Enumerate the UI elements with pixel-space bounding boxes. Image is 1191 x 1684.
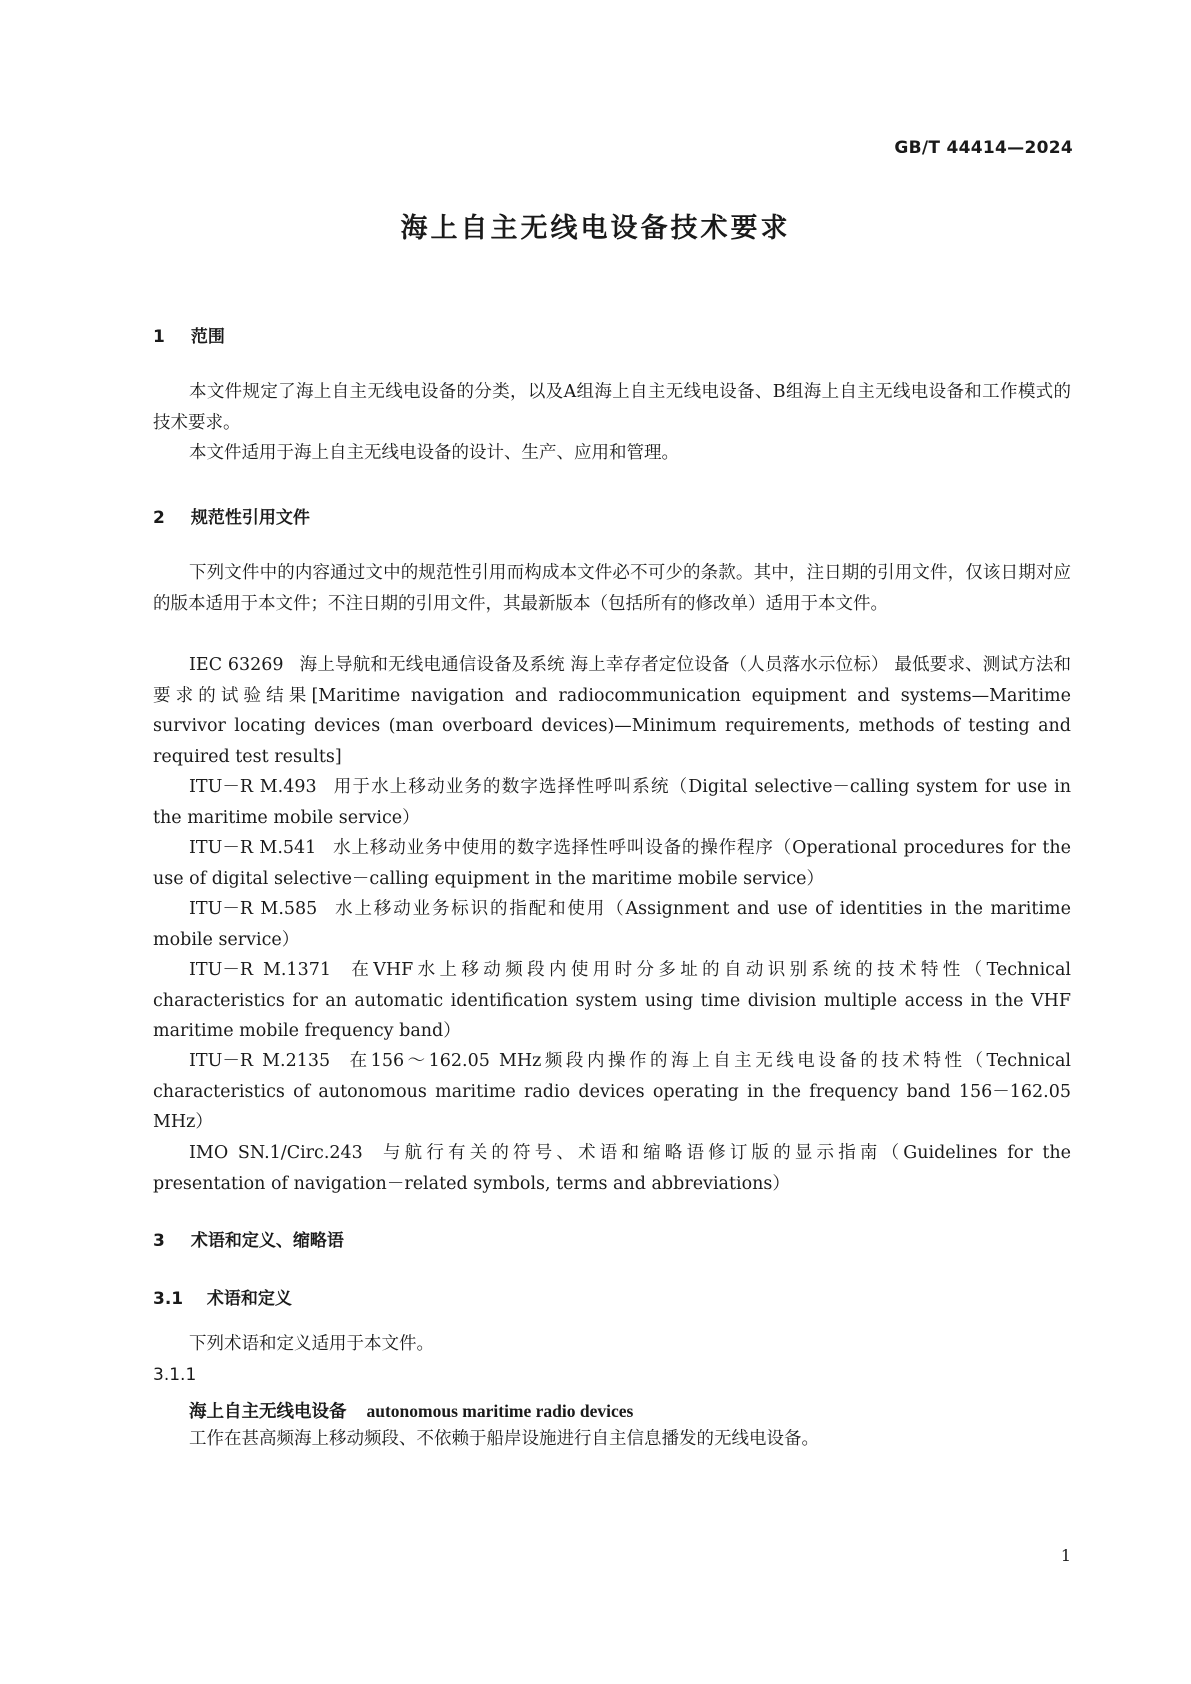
section-number: 3 <box>153 1231 165 1251</box>
reference-text: 在VHF水上移动频段内使用时分多址的自动识别系统的技术特性（Technical characteristics for an automatic identification system using time division multiple access in the VHF maritime mobile frequency band） <box>153 960 1072 1041</box>
subsection-3-1-heading <box>153 1284 292 1309</box>
subsection-title: 术语和定义 <box>206 1289 292 1309</box>
section-3-heading <box>153 1226 344 1251</box>
section-1-heading <box>153 322 225 347</box>
term-english: autonomous maritime radio devices <box>366 1401 634 1421</box>
reference-item <box>153 955 1071 1047</box>
reference-item <box>153 894 1071 955</box>
reference-text: 水上移动业务中使用的数字选择性呼叫设备的操作程序（Operational procedures for the use of digital selective－calling equipment in the maritime mobile service） <box>153 838 1071 889</box>
section-1-paragraph-2: 本文件适用于海上自主无线电设备的设计、生产、应用和管理。 <box>189 443 679 463</box>
reference-text: 海上导航和无线电通信设备及系统 海上幸存者定位设备（人员落水示位标） 最低要求、测试方法和要求的试验结果[Maritime navigation and radiocommunication equipment and systems—Maritime survivor locating devices (man overboard devices)—Minimum requirements, methods of testing and required test results] <box>153 655 1072 767</box>
section-number: 1 <box>153 327 165 347</box>
term-chinese: 海上自主无线电设备 <box>189 1402 347 1422</box>
term-definition: 工作在甚高频海上移动频段、不依赖于船岸设施进行自主信息播发的无线电设备。 <box>189 1429 819 1449</box>
reference-item <box>153 650 1071 772</box>
reference-text: 与航行有关的符号、术语和缩略语修订版的显示指南（Guidelines for the presentation of navigation－related symbols, terms and abbreviations） <box>153 1143 1071 1194</box>
reference-item <box>153 833 1071 894</box>
reference-code: ITU－R M.493 <box>189 777 317 797</box>
document-title: 海上自主无线电设备技术要求 <box>400 213 791 244</box>
reference-item <box>153 1138 1071 1199</box>
page-number: 1 <box>1060 1546 1071 1565</box>
reference-code: ITU－R M.541 <box>189 838 317 858</box>
section-title: 规范性引用文件 <box>190 508 310 528</box>
reference-text: 在156～162.05 MHz频段内操作的海上自主无线电设备的技术特性（Technical characteristics of autonomous maritime radio devices operating in the frequency band 156－162.05 MHz） <box>153 1051 1071 1132</box>
section-2-intro: 下列文件中的内容通过文中的规范性引用而构成本文件必不可少的条款。其中，注日期的引用文件，仅该日期对应的版本适用于本文件；不注日期的引用文件，其最新版本（包括所有的修改单）适用于本文件。 <box>153 563 1071 614</box>
reference-item <box>153 772 1071 833</box>
reference-code: ITU－R M.1371 <box>189 960 331 980</box>
section-number: 2 <box>153 508 165 528</box>
section-1-paragraph-1: 本文件规定了海上自主无线电设备的分类，以及A组海上自主无线电设备、B组海上自主无线电设备和工作模式的技术要求。 <box>153 382 1071 433</box>
reference-item <box>153 1046 1071 1138</box>
subsection-number: 3.1 <box>153 1289 184 1309</box>
reference-text: 用于水上移动业务的数字选择性呼叫系统（Digital selective－calling system for use in the maritime mobile service） <box>153 777 1071 828</box>
term-number: 3.1.1 <box>153 1365 197 1385</box>
reference-code: ITU－R M.2135 <box>189 1051 331 1071</box>
section-title: 范围 <box>190 327 225 347</box>
section-title: 术语和定义、缩略语 <box>190 1231 344 1251</box>
standard-number: GB/T 44414—2024 <box>894 138 1073 158</box>
reference-code: IMO SN.1/Circ.243 <box>189 1143 363 1163</box>
term-entry <box>189 1398 633 1423</box>
reference-text: 水上移动业务标识的指配和使用（Assignment and use of identities in the maritime mobile service） <box>153 899 1071 950</box>
subsection-3-1-intro: 下列术语和定义适用于本文件。 <box>189 1334 434 1354</box>
reference-code: IEC 63269 <box>189 655 284 675</box>
section-2-heading <box>153 503 310 528</box>
reference-code: ITU－R M.585 <box>189 899 318 919</box>
